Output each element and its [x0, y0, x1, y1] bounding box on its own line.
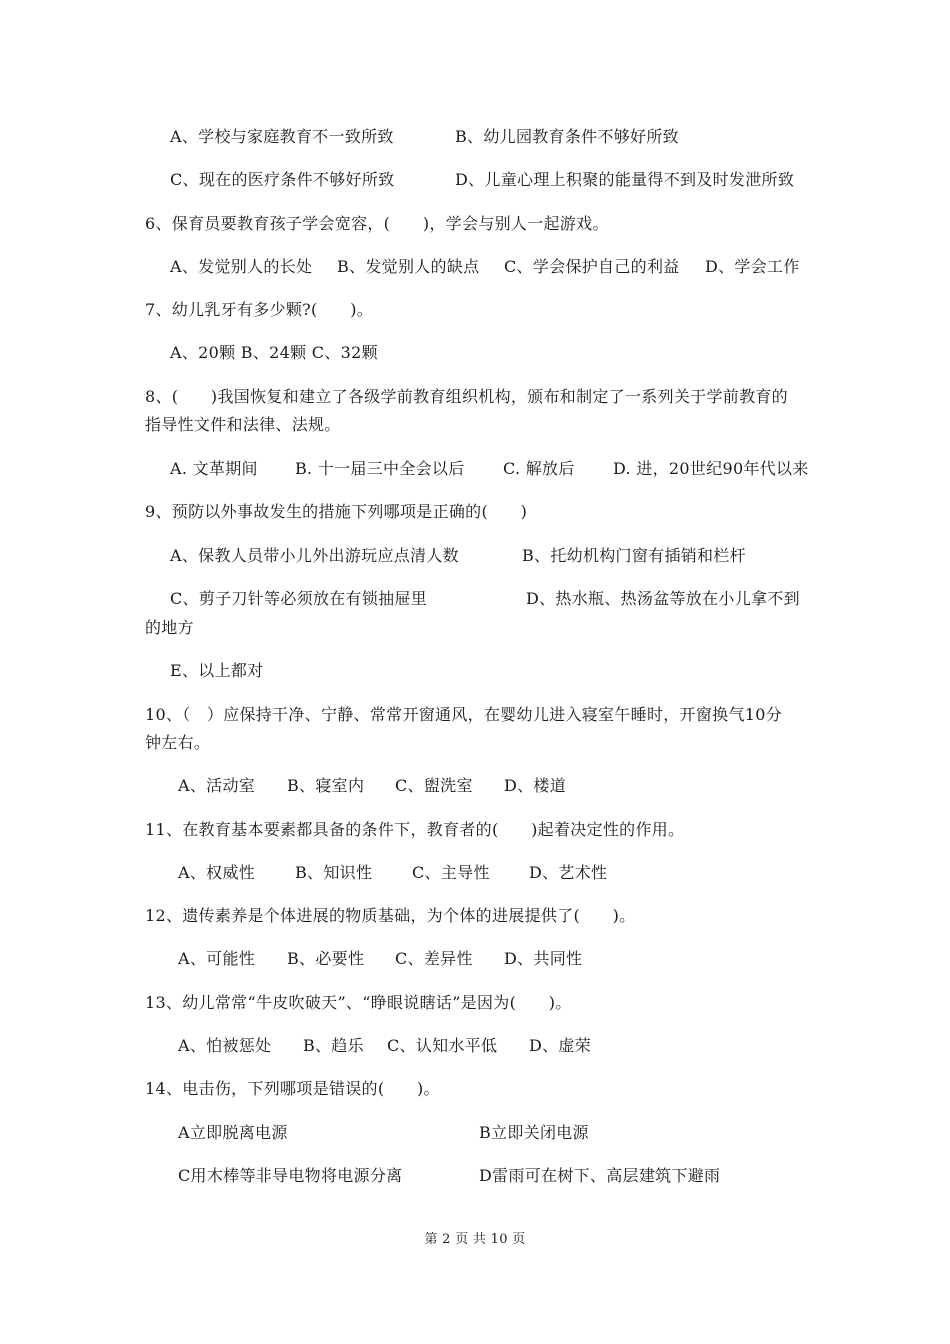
q13-option-a: A、怕被惩处 [178, 1036, 272, 1055]
q13-option-b: B、趋乐 [303, 1036, 364, 1055]
q9-option-a: A、保教人员带小儿外出游玩应点清人数 [170, 546, 459, 565]
q12-option-b: B、必要性 [287, 949, 365, 968]
q12-stem: 12、遗传素养是个体进展的物质基础，为个体的进展提供了( )。 [145, 906, 636, 925]
q6-option-b: B、发觉别人的缺点 [337, 257, 480, 276]
q10-stem-line-2: 钟左右。 [145, 733, 211, 752]
q8-option-b: B. 十一届三中全会以后 [295, 459, 465, 478]
q8-stem-line-2: 指导性文件和法律、法规。 [145, 415, 341, 434]
q5-option-c: C、现在的医疗条件不够好所致 [170, 170, 395, 189]
q14-option-d: D雷雨可在树下、高层建筑下避雨 [479, 1166, 721, 1185]
q10-option-b: B、寝室内 [287, 776, 365, 795]
q9-option-c: C、剪子刀针等必须放在有锁抽屉里 [170, 589, 428, 608]
q11-option-c: C、主导性 [412, 863, 490, 882]
q7-options: A、20颗 B、24颗 C、32颗 [170, 343, 378, 362]
q10-option-d: D、楼道 [504, 776, 567, 795]
q6-option-a: A、发觉别人的长处 [170, 257, 313, 276]
q5-option-b: B、幼儿园教育条件不够好所致 [455, 127, 679, 146]
q12-option-d: D、共同性 [504, 949, 583, 968]
q5-option-d: D、儿童心理上积聚的能量得不到及时发泄所致 [455, 170, 795, 189]
q9-option-e: E、以上都对 [170, 661, 264, 680]
q11-stem: 11、在教育基本要素都具备的条件下，教育者的( )起着决定性的作用。 [145, 820, 685, 839]
q8-option-a: A. 文革期间 [170, 459, 258, 478]
q5-option-a: A、学校与家庭教育不一致所致 [170, 127, 394, 146]
q9-stem: 9、预防以外事故发生的措施下列哪项是正确的( ) [145, 502, 528, 521]
q11-option-b: B、知识性 [295, 863, 373, 882]
q9-option-d: D、热水瓶、热汤盆等放在小儿拿不到 [526, 589, 800, 608]
q13-option-d: D、虚荣 [529, 1036, 592, 1055]
q9-option-b: B、托幼机构门窗有插销和栏杆 [522, 546, 746, 565]
q14-option-b: B立即关闭电源 [479, 1123, 589, 1142]
q11-option-d: D、艺术性 [529, 863, 608, 882]
q14-option-c: C用木棒等非导电物将电源分离 [178, 1166, 403, 1185]
q14-stem: 14、电击伤，下列哪项是错误的( )。 [145, 1079, 440, 1098]
q12-option-a: A、可能性 [178, 949, 256, 968]
q11-option-a: A、权威性 [178, 863, 256, 882]
q7-stem: 7、幼儿乳牙有多少颗?( )。 [145, 300, 374, 319]
q8-stem-line-1: 8、( )我国恢复和建立了各级学前教育组织机构，颁布和制定了一系列关于学前教育的 [145, 387, 788, 406]
q6-option-c: C、学会保护自己的利益 [504, 257, 680, 276]
page-number-footer: 第 2 页 共 10 页 [424, 1232, 526, 1247]
q10-option-a: A、活动室 [178, 776, 256, 795]
q12-option-c: C、差异性 [395, 949, 473, 968]
q10-stem-line-1: 10、（ ）应保持干净、宁静、常常开窗通风，在婴幼儿进入寝室午睡时，开窗换气10分 [145, 705, 783, 724]
q8-option-d: D. 进，20世纪90年代以来 [613, 459, 809, 478]
q6-option-d: D、学会工作 [705, 257, 800, 276]
q6-stem: 6、保育员要教育孩子学会宽容，( )，学会与别人一起游戏。 [145, 214, 609, 233]
q8-option-c: C. 解放后 [503, 459, 575, 478]
q10-option-c: C、盥洗室 [395, 776, 473, 795]
q13-stem: 13、幼儿常常“牛皮吹破天”、“睁眼说瞎话”是因为( )。 [145, 993, 572, 1012]
q9-option-d-continued: 的地方 [145, 618, 194, 637]
q13-option-c: C、认知水平低 [387, 1036, 498, 1055]
q14-option-a: A立即脱离电源 [178, 1123, 288, 1142]
